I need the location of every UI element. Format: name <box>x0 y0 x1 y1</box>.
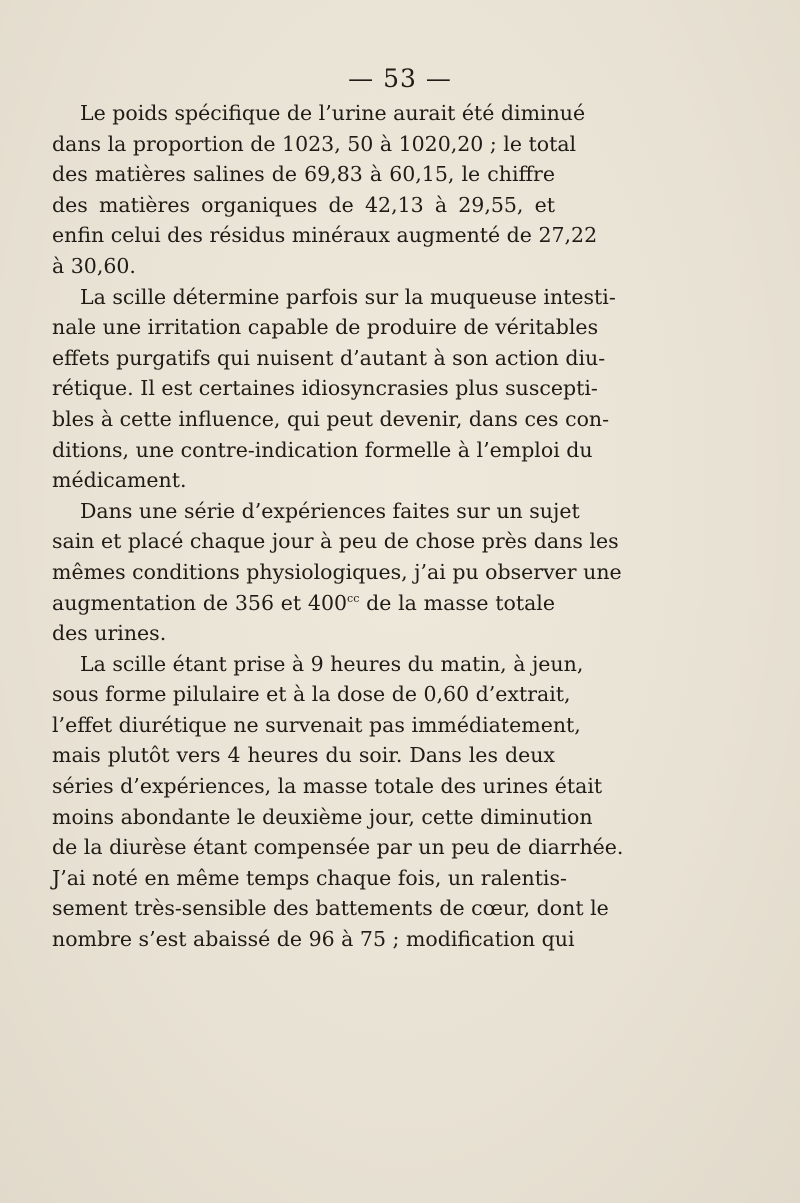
text-line: des matières salines de 69,83 à 60,15, le chiffre <box>52 162 555 187</box>
text-line: ditions, une contre-indication formelle à l’emploi du <box>52 437 593 462</box>
superscript-unit: cc <box>347 591 360 605</box>
text-line: bles à cette influence, qui peut devenir, dans ces con- <box>52 406 610 431</box>
text-line: enfin celui des résidus minéraux augmenté de 27,22 <box>52 223 598 248</box>
text-line-with-superscript <box>52 588 555 619</box>
text-line: séries d’expériences, la masse totale des urines était <box>52 774 603 799</box>
text-line: sain et placé chaque jour à peu de chose près dans les <box>52 529 619 554</box>
paragraph-2 <box>52 282 616 496</box>
text-line: effets purgatifs qui nuisent d’autant à son action diu- <box>52 345 606 370</box>
text-line: mais plutôt vers 4 heures du soir. Dans les deux <box>52 743 555 768</box>
paragraph-3 <box>52 496 622 649</box>
text-line: des urines. <box>52 621 167 646</box>
text-line: rétique. Il est certaines idiosyncrasies plus suscepti- <box>52 376 598 401</box>
text-segment: augmentation de 356 et 400 <box>52 590 348 615</box>
text-segment: de la masse totale <box>359 590 555 615</box>
text-line: médicament. <box>52 468 187 493</box>
paragraph-4 <box>52 649 624 955</box>
text-line: Dans une série d’expériences faites sur un sujet <box>80 498 580 523</box>
text-line: sement très-sensible des battements de cœur, dont le <box>52 896 609 921</box>
text-line: mêmes conditions physiologiques, j’ai pu observer une <box>52 559 622 584</box>
text-line: des matières organiques de 42,13 à 29,55, et <box>52 192 555 217</box>
text-line: La scille détermine parfois sur la muqueuse intesti- <box>80 284 616 309</box>
text-line: La scille étant prise à 9 heures du matin, à jeun, <box>80 651 584 676</box>
text-line: nombre s’est abaissé de 96 à 75 ; modification qui <box>52 927 575 952</box>
text-line: Le poids spécifique de l’urine aurait été diminué <box>80 101 586 125</box>
page-number: — 53 — <box>348 64 452 93</box>
text-line: à 30,60. <box>52 253 136 278</box>
text-line: de la diurèse étant compensée par un peu de diarrhée. <box>52 835 624 860</box>
text-line: dans la proportion de 1023, 50 à 1020,20 ; le total <box>52 131 577 156</box>
text-line: J’ai noté en même temps chaque fois, un ralentis- <box>52 865 567 890</box>
text-line: nale une irritation capable de produire de véritables <box>52 315 599 340</box>
text-line: l’effet diurétique ne survenait pas immédiatement, <box>52 712 581 737</box>
body-text <box>52 98 624 955</box>
text-line: sous forme pilulaire et à la dose de 0,60 d’extrait, <box>52 682 571 707</box>
paragraph-1 <box>52 98 598 282</box>
text-line: moins abondante le deuxième jour, cette diminution <box>52 804 593 829</box>
